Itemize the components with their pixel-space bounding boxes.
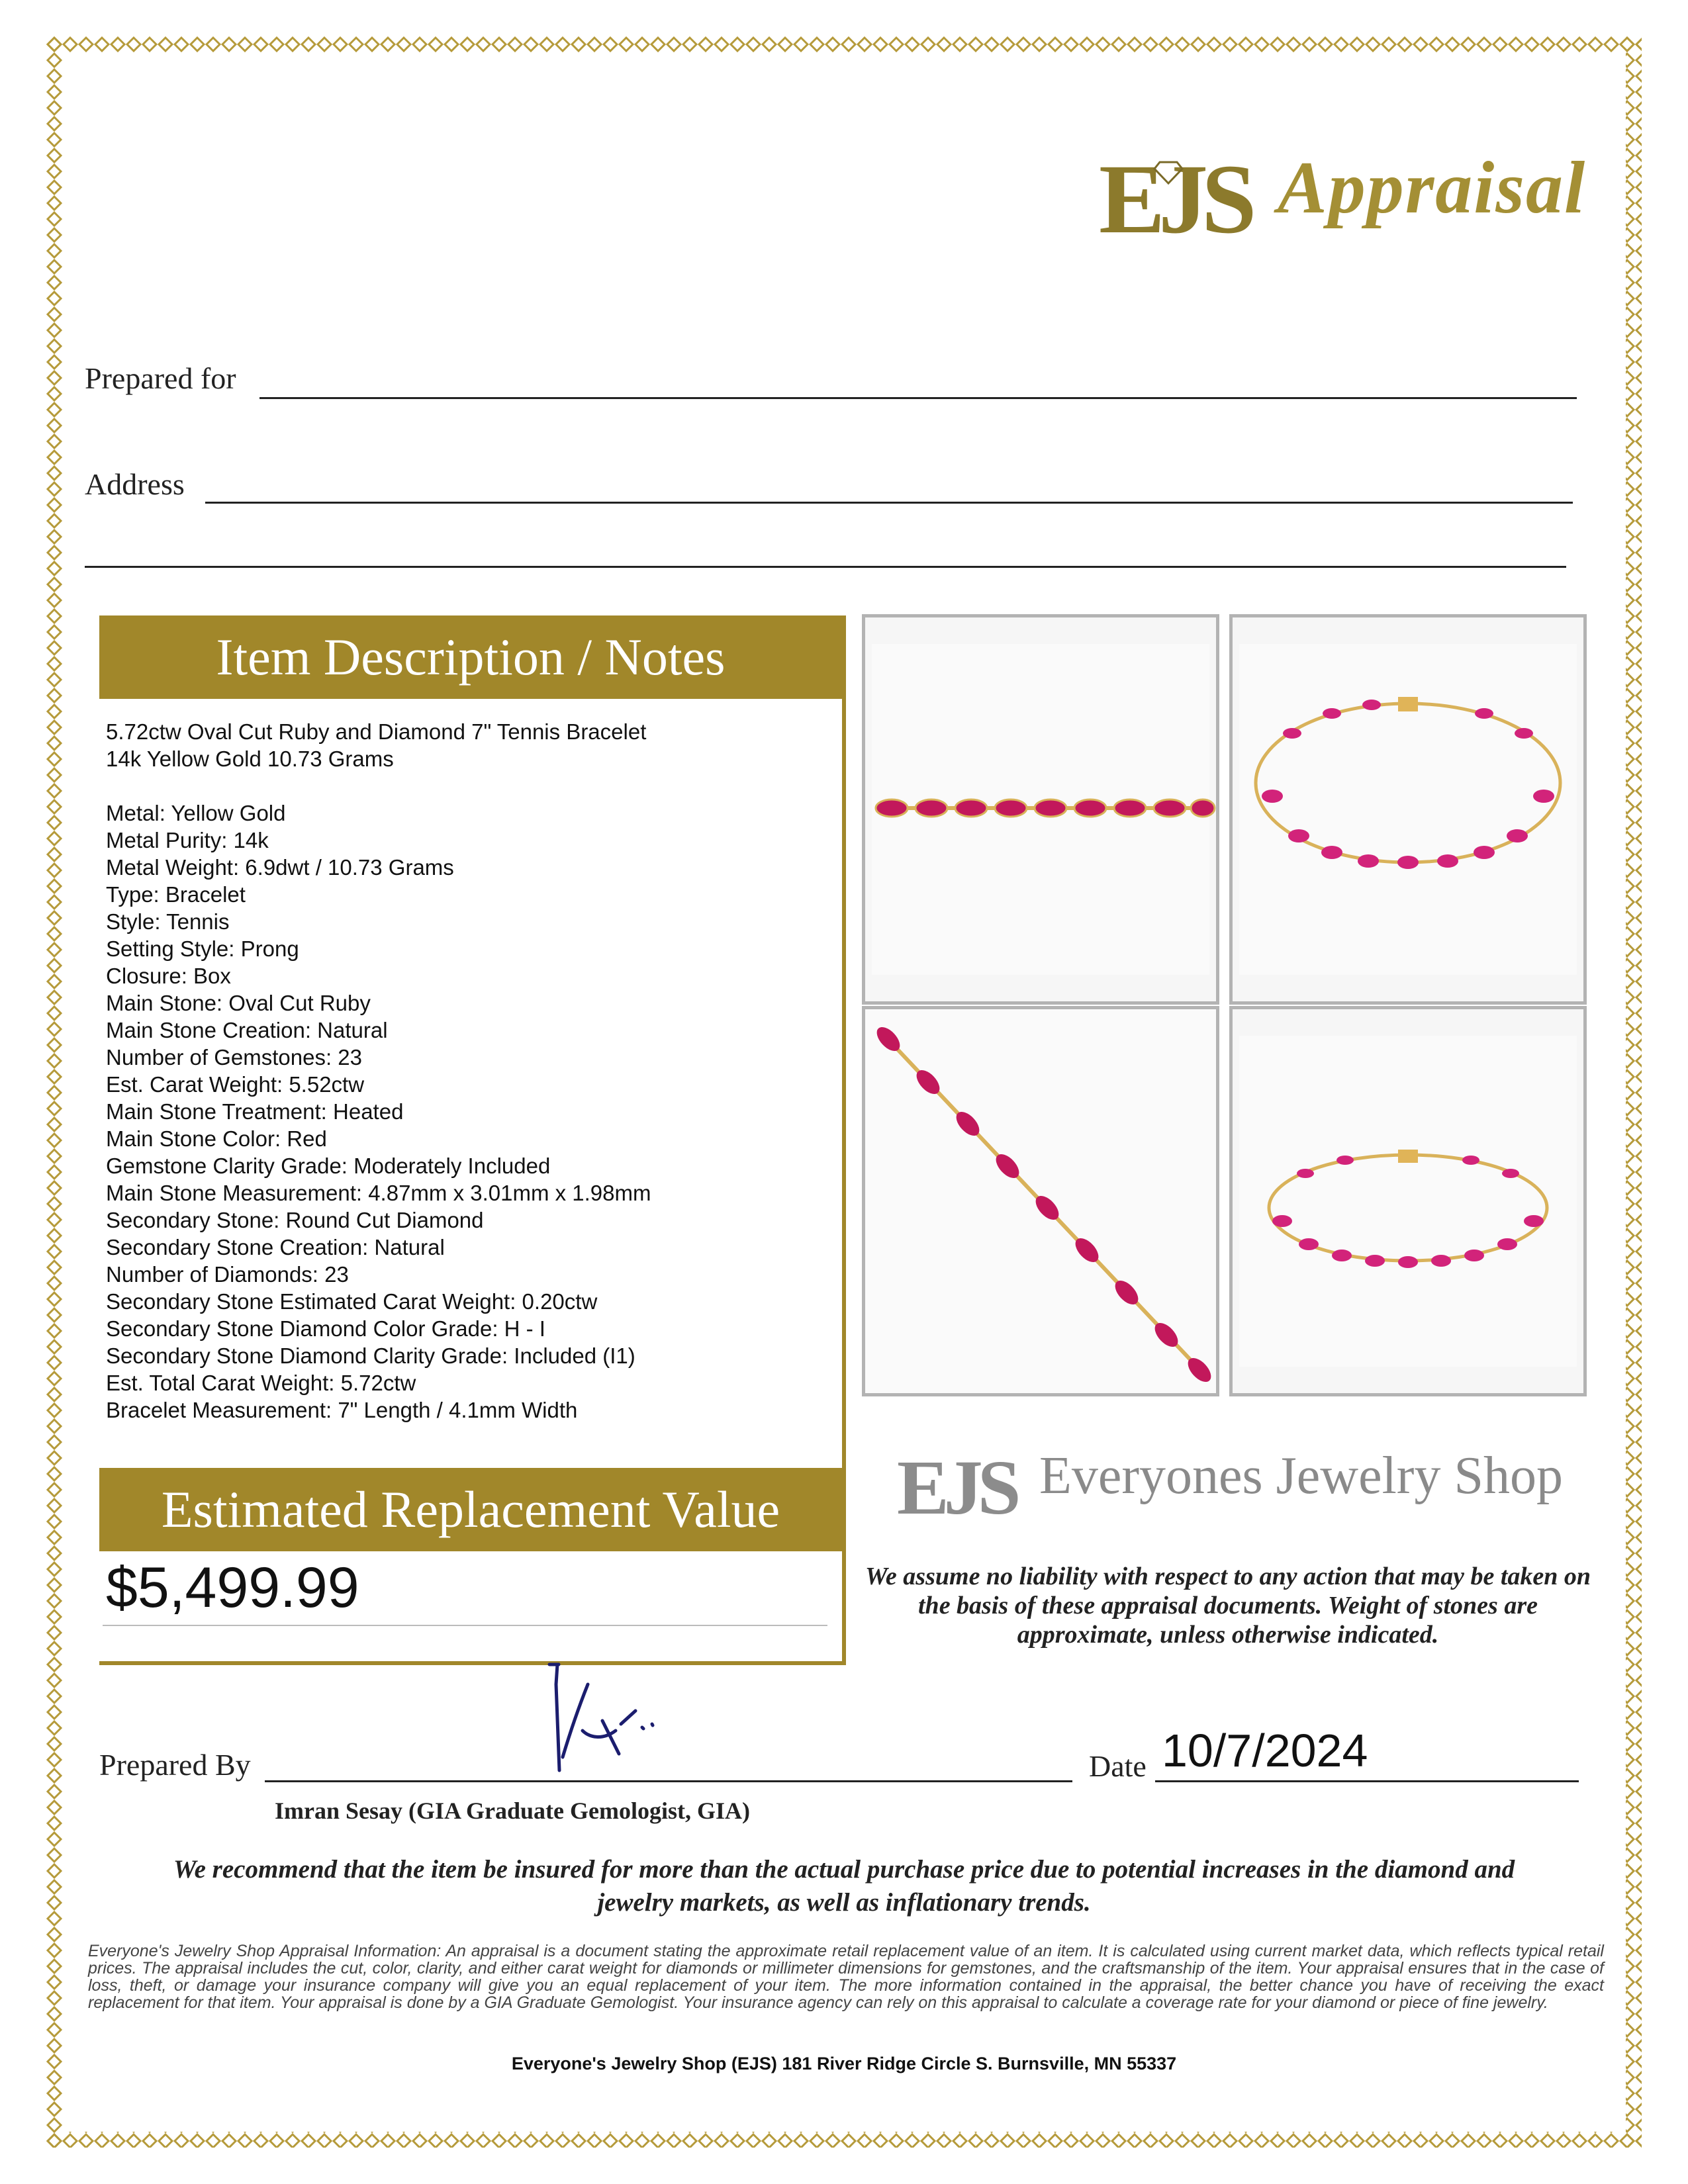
- shop-logo-text: EJS: [897, 1444, 1016, 1531]
- address-label: Address: [85, 467, 185, 501]
- ejs-logo-text: EJS: [1099, 144, 1250, 254]
- spec-line: Secondary Stone Creation: Natural: [106, 1235, 445, 1259]
- product-photo-4: [1229, 1006, 1587, 1396]
- spec-line: Main Stone Color: Red: [106, 1126, 327, 1151]
- insurance-recommendation: We recommend that the item be insured for more than the actual purchase price due to potential increases in the diamond and jewelry markets, as well as inflationary trends.: [173, 1855, 1515, 1917]
- spec-line: Metal Purity: 14k: [106, 828, 269, 852]
- spec-line: Style: Tennis: [106, 909, 230, 934]
- spec-line: Bracelet Measurement: 7" Length / 4.1mm Width: [106, 1398, 578, 1422]
- date-line[interactable]: [1155, 1780, 1579, 1782]
- spec-line: Main Stone: Oval Cut Ruby: [106, 991, 371, 1015]
- spec-line: Closure: Box: [106, 964, 231, 988]
- replacement-value-heading: Estimated Replacement Value: [99, 1468, 842, 1551]
- spec-line: Main Stone Creation: Natural: [106, 1018, 388, 1042]
- date-label: Date: [1089, 1749, 1147, 1783]
- item-summary-line: 14k Yellow Gold 10.73 Grams: [106, 747, 394, 771]
- spec-line: Type: Bracelet: [106, 882, 246, 907]
- item-description-heading: Item Description / Notes: [99, 615, 842, 699]
- product-photo-3: [862, 1006, 1219, 1396]
- spec-line: Gemstone Clarity Grade: Moderately Included: [106, 1154, 551, 1178]
- spec-line: Main Stone Treatment: Heated: [106, 1099, 404, 1124]
- spec-line: Number of Diamonds: 23: [106, 1262, 349, 1287]
- spec-line: Metal Weight: 6.9dwt / 10.73 Grams: [106, 855, 454, 880]
- item-description-text: [106, 718, 834, 1424]
- liability-notice: We assume no liability with respect to any action that may be taken on the basis of these appraisal documents. Weight of stones are approximate, unless otherwise indicated.: [865, 1563, 1591, 1649]
- appraiser-name: Imran Sesay (GIA Graduate Gemologist, GIA): [275, 1797, 750, 1824]
- shop-address-footer: Everyone's Jewelry Shop (EJS) 181 River Ridge Circle S. Burnsville, MN 55337: [511, 2054, 1177, 2073]
- spec-line: Est. Carat Weight: 5.52ctw: [106, 1072, 365, 1097]
- shop-name: Everyones Jewelry Shop: [1039, 1447, 1563, 1505]
- spec-line: Metal: Yellow Gold: [106, 801, 286, 825]
- spec-line: Number of Gemstones: 23: [106, 1045, 363, 1069]
- diamond-icon: [1099, 142, 1238, 288]
- shop-logo: [897, 1443, 1016, 1555]
- price-underline: [103, 1625, 827, 1626]
- spec-line: Secondary Stone Diamond Clarity Grade: Included (I1): [106, 1343, 635, 1368]
- appraisal-fine-print: Everyone's Jewelry Shop Appraisal Information: An appraisal is a document stating the approximate retail replacement value of an item. It is calculated using current market data, which reflects typical retail prices. The appraisal includes the cut, color, clarity, and either carat weight for diamonds or millimeter dimensions for gemstones, and the craftsmanship of the item. Your appraisal ensures that in the case of loss, theft, or damage your insurance company will give you an equal replacement of your item. The more information contained in the appraisal, the better chance you have of receiving the exact replacement for that item. Your appraisal is done by a GIA Graduate Gemologist. Your insurance agency can rely on this appraisal to calculate a coverage rate for your diamond or piece of fine jewelry.: [88, 1942, 1604, 2012]
- prepared-for-label: Prepared for: [85, 361, 236, 395]
- date-value: 10/7/2024: [1162, 1725, 1368, 1776]
- ejs-logo: [1099, 142, 1250, 288]
- spec-line: Secondary Stone Estimated Carat Weight: 0.20ctw: [106, 1289, 598, 1314]
- replacement-value-amount: $5,499.99: [106, 1556, 359, 1619]
- spec-line: Setting Style: Prong: [106, 936, 299, 961]
- prepared-by-label: Prepared By: [99, 1748, 251, 1782]
- handwritten-signature: [543, 1658, 708, 1784]
- page-title: Appraisal: [1278, 147, 1587, 229]
- address-line-1[interactable]: [205, 502, 1573, 504]
- product-photo-2: [1229, 614, 1587, 1005]
- spec-line: Main Stone Measurement: 4.87mm x 3.01mm x 1.98mm: [106, 1181, 651, 1205]
- prepared-for-line[interactable]: [259, 397, 1577, 399]
- address-line-2[interactable]: [85, 566, 1566, 568]
- product-photo-1: [862, 614, 1219, 1005]
- item-summary-line: 5.72ctw Oval Cut Ruby and Diamond 7" Tennis Bracelet: [106, 719, 647, 744]
- spec-line: Secondary Stone Diamond Color Grade: H - I: [106, 1316, 545, 1341]
- spec-line: Est. Total Carat Weight: 5.72ctw: [106, 1371, 416, 1395]
- spec-line: Secondary Stone: Round Cut Diamond: [106, 1208, 484, 1232]
